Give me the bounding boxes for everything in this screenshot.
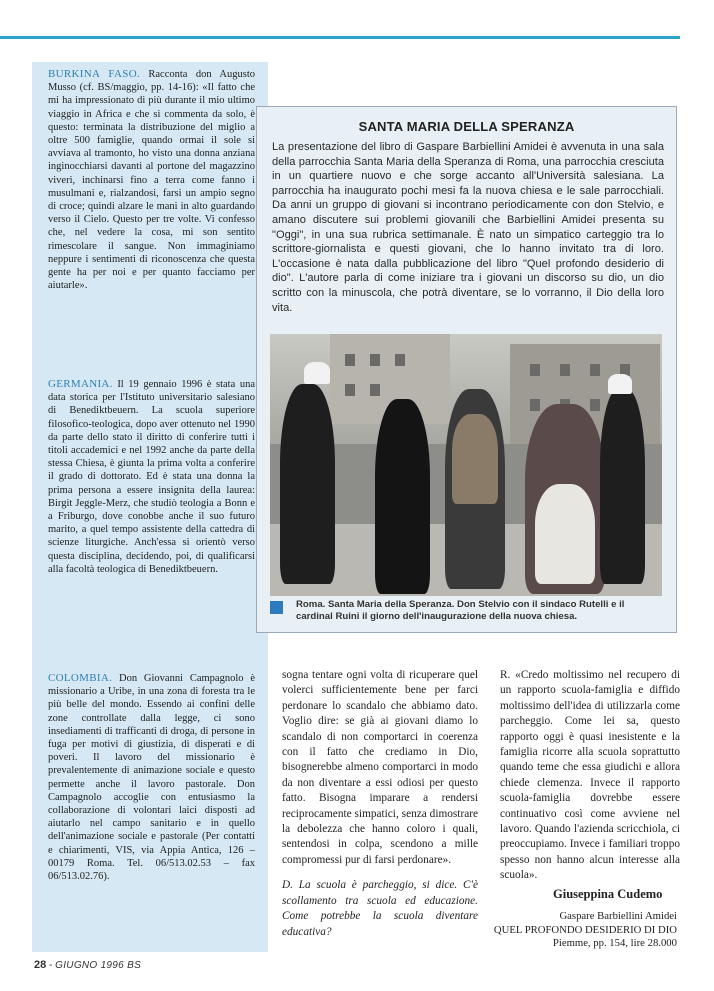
insert-title: SANTA MARIA DELLA SPERANZA — [358, 119, 575, 134]
news-place: GERMANIA. — [48, 378, 113, 390]
book-title: QUEL PROFONDO DESIDERIO DI DIO — [493, 923, 677, 936]
page-number: 28 — [34, 959, 47, 971]
photo-caption — [270, 597, 662, 627]
article-question: D. La scuola è parcheggio, si dice. C'è scollamento tra scuola ed educazione. Come potrebbe la scuola diventare educativa? — [282, 879, 478, 938]
news-text: Il 19 gennaio 1996 è stata una data storica per l'Istituto universitario salesiano di Benediktbeuern. La scuola superiore filosofico-teologica, dopo aver ottenuto nel 1990 da parte dello stato il diritto di conferire tutti i titoli accademici e nel 1992 anche da parte della stessa Chiesa, è giunta la prima volta a conferire il grado di dottorato. Ed è stata una donna la prima persona a essere insignita della laurea: Birgit Jeggle-Merz, che studiò teologia a Bonn e a Friburgo, dove conobbe anche il suo futuro marito, a quel tempo assistente della cattedra di scienze liturgiche. Anch'essa si orientò verso questa disciplina, decidendo, poi, di qualificarsi alla facoltà teologica di Benediktbeuern. — [48, 379, 255, 575]
article-right-column — [500, 668, 680, 884]
book-author: Gaspare Barbiellini Amidei — [559, 910, 677, 922]
author-signature: Giuseppina Cudemo — [553, 887, 663, 901]
church-inauguration-photo — [270, 334, 662, 596]
news-place: BURKINA FASO. — [48, 68, 140, 80]
book-info: Piemme, pp. 154, lire 28.000 — [552, 937, 677, 949]
top-rule — [0, 36, 680, 39]
news-germania — [48, 378, 255, 576]
page-footer: 28 - GIUGNO 1996 BS — [34, 959, 142, 971]
article-paragraph: sogna tentare ogni volta di ricuperare quel volerci sufficientemente bene per farci perdonare lo scandalo che abbiamo dato. Voglio dire: se già ai giovani diamo lo scandalo di non comportarci in coerenza con il fatto che crediamo in Dio, bisognerebbe almeno comportarci in modo da non diventare a essi odiosi per questo fatto. Bisogna imparare a rendersi reciprocamente simpatici, senza dimostrare la debolezza che hanno coloro i quali, sentendosi in colpa, scendono a mille compromessi pur di farsi perdonare». — [282, 669, 478, 866]
news-place: COLOMBIA. — [48, 672, 113, 684]
article-answer: R. «Credo moltissimo nel recupero di un rapporto scuola-famiglia e diffido moltissimo dell'idea di utilizzarla come parcheggio. Come lei sa, questo rapporto oggi è quasi inesistente e la famiglia ricorre alla scuola soprattutto quando teme che essa giudichi e allora chiede clemenza. Invece il rapporto scuola-famiglia dovrebbe essere continuativo così come avviene nel lavoro. Quando l'azienda scricchiola, ci preoccupiamo. Invece i familiari troppo spesso non hanno alcun interesse alla scuola». — [500, 669, 680, 882]
caption-square-icon — [270, 601, 283, 614]
news-colombia — [48, 672, 255, 883]
caption-text: Roma. Santa Maria della Speranza. Don Stelvio con il sindaco Rutelli e il cardinal Ruini il giorno dell'inaugurazione della nuova chiesa. — [296, 599, 625, 622]
news-burkina-faso — [48, 68, 255, 292]
news-text: Racconta don Augusto Musso (cf. BS/maggio, pp. 14-16): «Il fatto che mi ha impressionato di più durante il mio ultimo viaggio in Africa e che si commenta da solo, è questo: terminata la distribuzione del miglio a oltre 500 famiglie, quando ormai il sole si avviava al tramonto, ho visto una donna anziana inginocchiarsi davanti al portone del magazzino viveri, inchinarsi fino a terra come fanno i musulmani e, rialzandosi, farsi un ampio segno di croce; quindi alzare le mani in alto guardando verso il Cielo. Questo per tre volte. Vi confesso che, nel vedere la cosa, mi son sentito rimescolare il sangue. Non immaginiamo neppure i sentimenti di riconoscenza che questa gente ha per noi e per quanto facciamo per aiutarle». — [48, 69, 255, 292]
book-reference — [482, 910, 677, 951]
news-text: Don Giovanni Campagnolo è missionario a Uribe, in una zona di foresta tra le più belle del mondo. Essendo ai confini delle zone controllate dalla legge, ci sono insediamenti di trafficanti di droga, di persone in fuga per motivi di giustizia, di disperati e di poveri. Il lavoro del missionario è prevalentemente di animazione sociale e questo permette anche il lavoro pastorale. Don Campagnolo accoglie con entusiasmo la collaborazione di volontari laici disposti ad aiutarlo nel campo sanitario e in quello dell'animazione sociale e pastorale (Per contatti e chiarimenti, VIS, via Appia Antica, 126 – 00179 Roma. Tel. 06/513.02.53 – fax 06/513.02.76). — [48, 673, 256, 883]
issue-label: GIUGNO 1996 BS — [55, 960, 142, 971]
article-middle-column — [282, 668, 478, 940]
insert-body: La presentazione del libro di Gaspare Barbiellini Amidei è avvenuta in una sala della parrocchia Santa Maria della Speranza di Roma, una parrocchia cresciuta in un quartiere nuovo e che sorge accanto all'Università salesiana. La parrocchia ha inaugurato pochi mesi fa la nuova chiesa e le sale parrocchiali. Da anni un gruppo di giovani si incontrano periodicamente con don Stelvio, e amano discutere sui problemi giovanili che Barbiellini Amidei presenta su "Oggi", in una sua rubrica settimanale. È nato un simpatico carteggio tra lo scrittore-giornalista e questi giovani, che lo hanno invitato tra di loro. L'occasione è nata dalla pubblicazione del libro "Quel profondo desiderio di dio". L'autore parla di come iniziare tra i giovani un discorso su dio, un dio scritto con la minuscola, che potrà diventare, se lo vorranno, il Dio della loro vita. — [272, 141, 664, 314]
